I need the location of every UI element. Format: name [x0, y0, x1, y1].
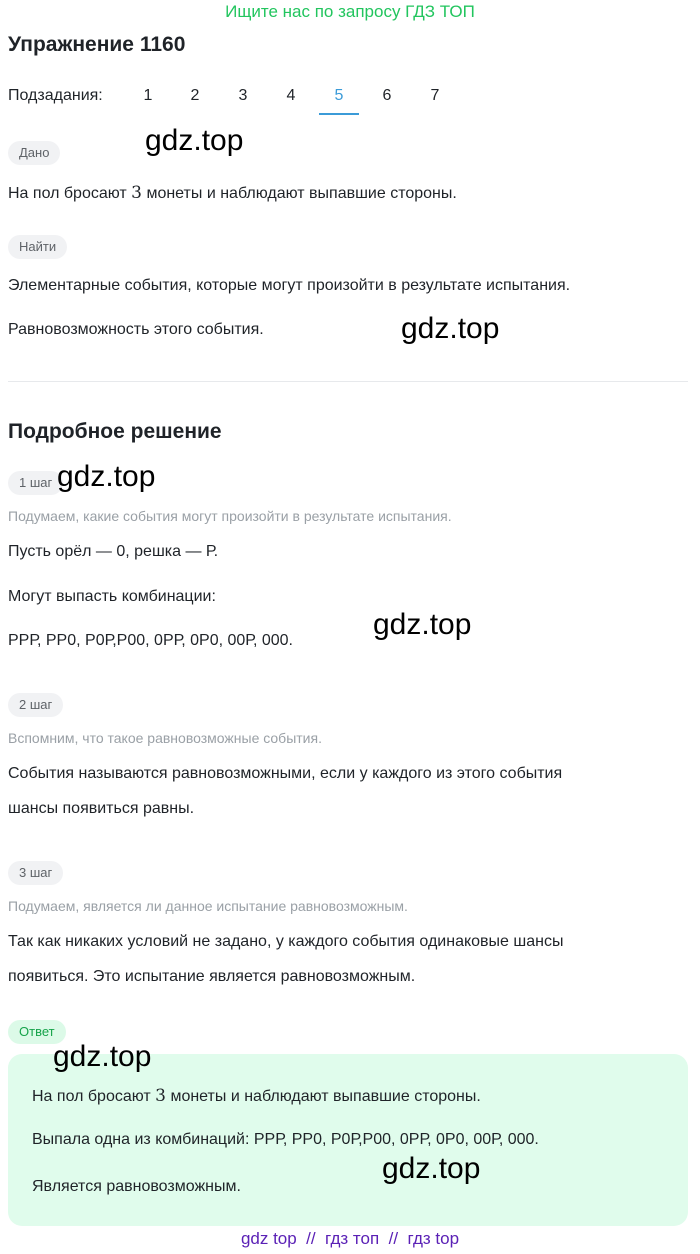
- watermark: gdz.top: [57, 460, 156, 493]
- step-3-line: Так как никаких условий не задано, у каждого события одинаковые шансы: [8, 933, 564, 950]
- answer-line: Выпала одна из комбинаций: РРР, РР0, Р0Р,Р00, 0РР, 0Р0, 00Р, 000.: [32, 1131, 539, 1148]
- subtask-tab-3[interactable]: 3: [238, 87, 248, 104]
- given-text: На пол бросают 3 монеты и наблюдают выпавшие стороны.: [8, 183, 457, 203]
- step-1-hint: Подумаем, какие события могут произойти в результате испытания.: [8, 508, 452, 524]
- answer-chip: Ответ: [8, 1020, 66, 1044]
- step-1-chip: 1 шаг: [8, 471, 63, 495]
- step-1-line: РРР, РР0, Р0Р,Р00, 0РР, 0Р0, 00Р, 000.: [8, 632, 293, 649]
- answer-line: Является равновозможным.: [32, 1178, 241, 1195]
- subtask-tab-2[interactable]: 2: [190, 87, 200, 104]
- step-2-line: События называются равновозможными, если у каждого из этого события: [8, 765, 563, 782]
- find-line: Элементарные события, которые могут произойти в результате испытания.: [8, 277, 571, 294]
- coin-count: 3: [131, 183, 142, 203]
- subtasks-label: Подзадания:: [8, 87, 103, 104]
- answer-coin-count: 3: [155, 1086, 166, 1106]
- section-divider: [8, 381, 688, 382]
- find-line: Равновозможность этого события.: [8, 321, 264, 338]
- watermark: gdz.top: [382, 1152, 481, 1185]
- step-1-line: Могут выпасть комбинации:: [8, 588, 216, 605]
- step-2-hint: Вспомним, что такое равновозможные события.: [8, 730, 322, 746]
- subtask-tab-1[interactable]: 1: [143, 87, 153, 104]
- watermark: gdz.top: [53, 1040, 152, 1073]
- subtask-tab-6[interactable]: 6: [382, 87, 392, 104]
- subtask-tab-5[interactable]: 5: [334, 87, 344, 104]
- given-chip: Дано: [8, 141, 60, 165]
- step-2-line: шансы появиться равны.: [8, 800, 195, 817]
- subtask-tab-4[interactable]: 4: [286, 87, 296, 104]
- find-chip: Найти: [8, 235, 67, 259]
- solution-title: Подробное решение: [8, 420, 222, 443]
- page-title: Упражнение 1160: [8, 33, 186, 56]
- step-3-line: появиться. Это испытание является равновозможным.: [8, 968, 416, 985]
- step-3-chip: 3 шаг: [8, 861, 63, 885]
- step-1-line: Пусть орёл — 0, решка — Р.: [8, 543, 219, 560]
- subtask-tab-7[interactable]: 7: [430, 87, 440, 104]
- step-2-chip: 2 шаг: [8, 693, 63, 717]
- answer-line: На пол бросают 3 монеты и наблюдают выпавшие стороны.: [32, 1086, 481, 1106]
- search-banner: Ищите нас по запросу ГДЗ ТОП: [225, 2, 475, 21]
- watermark: gdz.top: [145, 124, 244, 157]
- footer-links[interactable]: gdz top // гдз топ // гдз top: [240, 1229, 460, 1248]
- active-tab-indicator: [319, 113, 359, 115]
- step-3-hint: Подумаем, является ли данное испытание равновозможным.: [8, 898, 408, 914]
- watermark: gdz.top: [373, 608, 472, 641]
- watermark: gdz.top: [401, 312, 500, 345]
